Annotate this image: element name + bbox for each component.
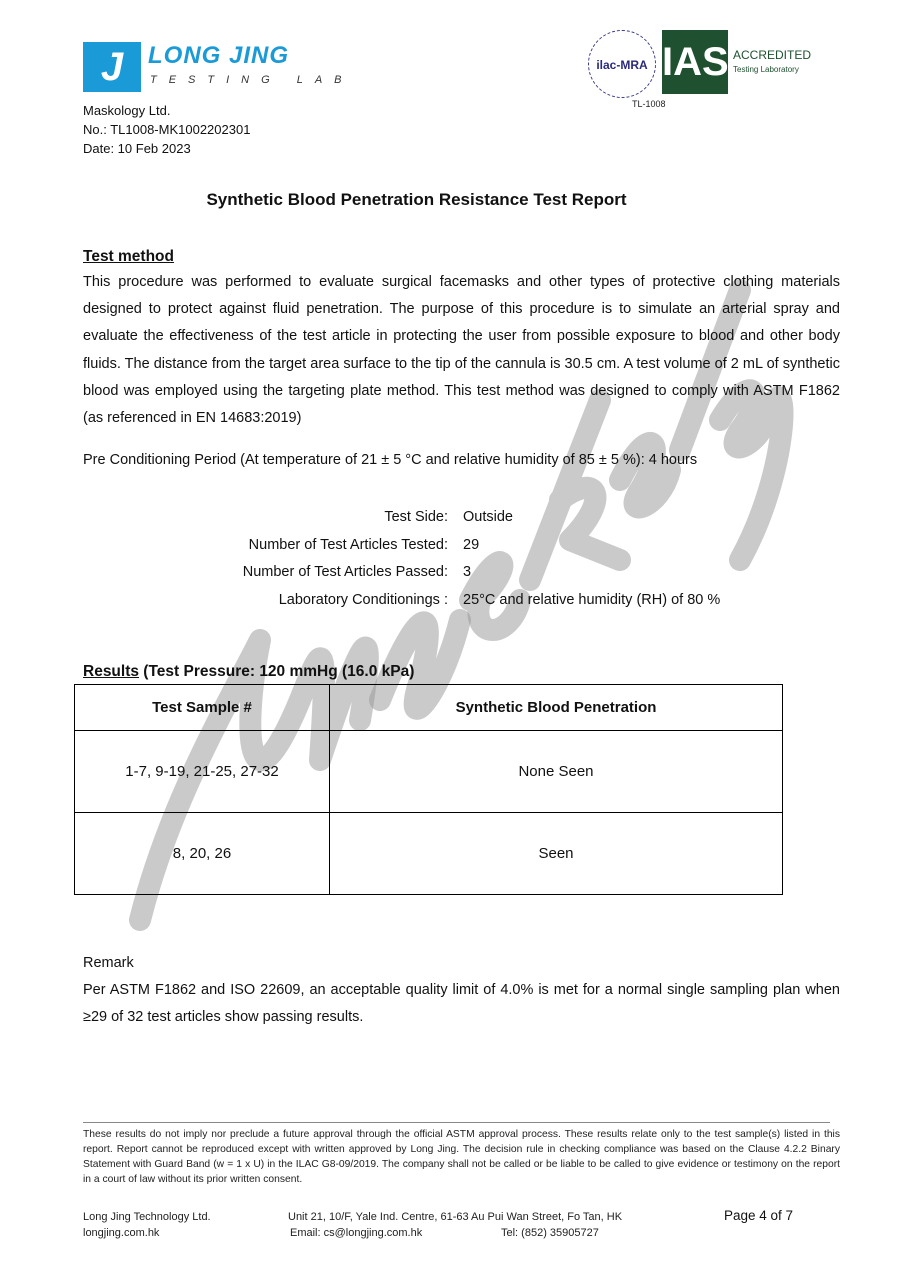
remark-heading: Remark xyxy=(83,955,134,972)
detail-value: 25°C and relative humidity (RH) of 80 % xyxy=(463,591,721,608)
detail-label: Number of Test Articles Passed: xyxy=(242,564,448,581)
footer-email: Email: cs@longjing.com.hk xyxy=(290,1227,423,1239)
report-date: Date: 10 Feb 2023 xyxy=(83,141,191,156)
disclaimer: These results do not imply nor preclude a future approval through the official ASTM approval process. These results relate only to the test sample(s) listed in this report. Report cannot be reproduced except with written approved by Long Jing. The decision rule in checking compliance was based on the Clause 4.2.2 Binary Statement with Guard Band (w = 1 x U) in the ILAC G8-09/2019. The company shall not be called or be liable to be called to give evidence or testimony on the report in a court of law without its prior written consent. xyxy=(83,1129,840,1185)
client-name: Maskology Ltd. xyxy=(83,103,171,118)
test-method-text: This procedure was performed to evaluate surgical facemasks and other types of protective clothing materials designed to protect against fluid penetration. The purpose of this procedure is to simulate an arterial spray and evaluate the effectiveness of the test article in protecting the user from possible exposure to blood and other body fluids. The distance from the target area surface to the tip of the cannula is 30.5 cm. A test volume of 2 mL of synthetic blood was employed using the targeting plate method. This test method was designed to comply with ASTM F1862 (as referenced in EN 14683:2019) xyxy=(83,274,840,427)
results-table xyxy=(74,684,783,895)
testing-lab-label: Testing Laboratory xyxy=(733,65,799,74)
results-heading xyxy=(83,662,840,682)
penetration-cell: None Seen xyxy=(330,731,783,813)
longjing-logo-icon: J xyxy=(83,42,141,92)
detail-label: Test Side: xyxy=(384,509,448,526)
accreditation-code: TL-1008 xyxy=(632,99,666,109)
column-header: Test Sample # xyxy=(75,685,330,731)
footer-website: longjing.com.hk xyxy=(83,1227,160,1239)
detail-value: 29 xyxy=(463,536,480,553)
sample-cell: 8, 20, 26 xyxy=(75,813,330,895)
detail-value: 3 xyxy=(463,564,472,581)
ilac-mra-logo: ilac-MRA xyxy=(588,30,656,98)
remark-text: Per ASTM F1862 and ISO 22609, an acceptable quality limit of 4.0% is met for a normal single sampling plan when ≥29 of 32 test articles show passing results. xyxy=(83,982,840,1026)
preconditioning-text: Pre Conditioning Period (At temperature of 21 ± 5 °C and relative humidity of 85 ± 5 %): 4 hours xyxy=(83,452,698,469)
footer-address: Unit 21, 10/F, Yale Ind. Centre, 61-63 Au Pui Wan Street, Fo Tan, HK xyxy=(288,1211,623,1223)
detail-row xyxy=(83,504,840,532)
footer-company: Long Jing Technology Ltd. xyxy=(83,1211,211,1223)
logo-name: LONG JING xyxy=(148,42,290,69)
footer-tel: Tel: (852) 35905727 xyxy=(501,1227,599,1239)
results-label: Results xyxy=(83,663,139,681)
table-row xyxy=(75,731,783,813)
detail-row xyxy=(83,559,840,587)
page-title: Synthetic Blood Penetration Resistance Test Report xyxy=(206,190,627,209)
table-header-row xyxy=(75,685,783,731)
detail-label: Laboratory Conditionings : xyxy=(278,591,448,608)
test-pressure: (Test Pressure: 120 mmHg (16.0 kPa) xyxy=(139,663,415,681)
detail-label: Number of Test Articles Tested: xyxy=(248,536,448,553)
footer-divider xyxy=(83,1122,830,1123)
page-number: Page 4 of 7 xyxy=(724,1208,794,1223)
detail-row xyxy=(83,587,840,615)
detail-value: Outside xyxy=(463,509,513,526)
logo-subtitle: TESTING LAB xyxy=(150,74,354,86)
column-header: Synthetic Blood Penetration xyxy=(330,685,783,731)
test-details xyxy=(83,504,840,614)
accredited-label: ACCREDITED xyxy=(733,48,812,62)
sample-cell: 1-7, 9-19, 21-25, 27-32 xyxy=(75,731,330,813)
report-number: No.: TL1008-MK1002202301 xyxy=(83,122,251,137)
detail-row xyxy=(83,532,840,560)
ias-logo: IAS xyxy=(662,30,728,94)
penetration-cell: Seen xyxy=(330,813,783,895)
test-method-heading: Test method xyxy=(83,248,174,265)
table-row xyxy=(75,813,783,895)
report-body xyxy=(83,189,840,1032)
